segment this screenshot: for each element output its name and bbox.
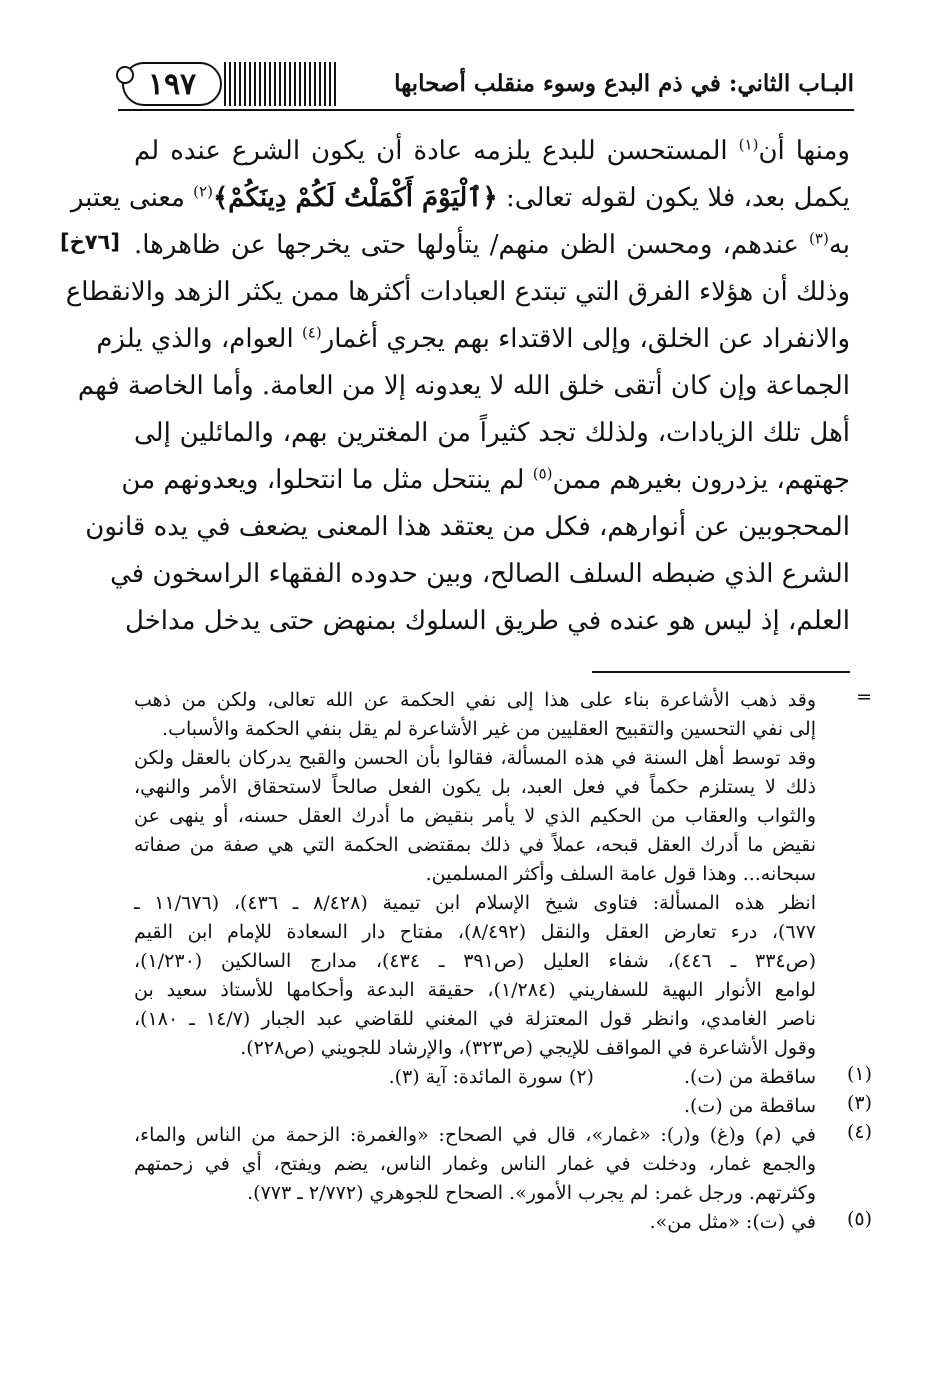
footnote-line: وقد ذهب الأشاعرة بناء على هذا إلى نفي الحكمة عن الله تعالى، ولكن من ذهب: [134, 689, 816, 711]
text-line: الجماعة وإن كان أتقى خلق الله لا يعدونه إلا من العامة. وأما الخاصة فهم: [77, 371, 850, 401]
footnote-number: (٣): [846, 1092, 872, 1114]
footnote-line: ذلك لا يستلزم حكماً في فعل العبد، بل يكون الفعل صالحاً لاستحقاق الأمر والنهي،: [134, 776, 816, 798]
running-title: البـاب الثاني: في ذم البدع وسوء منقلب أصحابها: [394, 70, 854, 97]
text-line: يكمل بعد، فلا يكون لقوله تعالى: ﴿ٱلْيَوْمَ أَكْمَلْتُ لَكُمْ دِينَكُمْ﴾$^{(٢)}$ معنى يعتبر: [70, 182, 850, 213]
footnote-3: [134, 1092, 872, 1121]
footnote-separator: [592, 671, 850, 673]
footnote-number: (٢): [568, 1066, 594, 1088]
footnote-line: ناصر الغامدي، وانظر قول المعتزلة في المغني للقاضي عبد الجبار (١٤/٧ ـ ١٨٠)،: [134, 1008, 816, 1030]
text-line: جهتهم، يزدرون بغيرهم ممن$^{(٥)}$ لم ينتحل مثل ما انتحلوا، ويعدونهم من: [121, 464, 850, 495]
text-line: الشرع الذي ضبطه السلف الصالح، وبين حدوده الفقهاء الراسخون في: [110, 559, 850, 589]
footnote-1-text: ساقطة من (ت).: [683, 1066, 816, 1088]
footnote-line: في (م) و(غ) و(ر): «غمار»، قال في الصحاح: «والغمرة: الزحمة من الناس والماء،: [134, 1124, 816, 1146]
footnote-line: ٦٧٧)، درء تعارض العقل والنقل (٨/٤٩٢)، مفتاح دار السعادة للإمام ابن القيم: [134, 921, 817, 943]
quran-verse: ﴿ٱلْيَوْمَ أَكْمَلْتُ لَكُمْ دِينَكُمْ﴾: [212, 183, 498, 213]
footnote-ref[interactable]: (١): [738, 135, 759, 154]
text-line: أهل تلك الزيادات، ولذلك تجد كثيراً من المغترين بهم، والمائلين إلى: [134, 418, 850, 448]
footnote-line: ساقطة من (ت).: [683, 1095, 816, 1117]
text-line: ومنها أن$^{(١)}$ المستحسن للبدع يلزمه عادة أن يكون الشرع عنده لم: [134, 135, 850, 166]
footnote-line: والجمع غمار، ودخلت في غمار الناس وغمار الناس، يضم ويفتح، أي في زحمتهم: [134, 1153, 816, 1175]
text-line: المحجوبين عن أنوارهم، فكل من يعتقد هذا المعنى يضعف في يده قانون: [85, 512, 850, 542]
footnote-number: (٤): [846, 1121, 872, 1143]
text-line: والانفراد عن الخلق، وإلى الاقتداء بهم يجري أغمار$^{(٤)}$ العوام، والذي يلزم: [96, 323, 850, 354]
footnote-line: وكثرتهم. ورجل غمر: لم يجرب الأمور». الصحاح للجوهري (٢/٧٧٢ ـ ٧٧٣).: [247, 1182, 816, 1204]
footnote-ref[interactable]: (٣): [809, 229, 829, 248]
footnote-line: (ص٣٣٤ ـ ٤٤٦)، شفاء العليل (ص٣٩١ ـ ٤٣٤)، مدارج السالكين (١/٢٣٠)،: [134, 950, 816, 972]
page-number: ١٩٧: [147, 66, 197, 102]
page-number-badge: [122, 62, 222, 106]
footnotes: [134, 686, 872, 1237]
footnote-number: (١): [846, 1063, 872, 1085]
text-line: العلم، إذ ليس هو عنده في طريق السلوك بمنهض حتى يدخل مداخل: [124, 606, 850, 636]
footnote-line: [134, 1063, 816, 1092]
footnote-line: والثواب والعقاب من الحكيم الذي لا يأمر بنقيض ما أدرك العقل حسنه، أو ينهى عن: [134, 805, 816, 827]
footnote-ref[interactable]: (٥): [532, 464, 553, 483]
footnote-line: نقيض ما أدرك العقل قبحه، عملاً في ذلك بمقتضى الحكمة التي هي صفة من صفاته: [134, 834, 816, 856]
footnote-2-text: سورة المائدة: آية (٣).: [388, 1066, 563, 1088]
footnote-2: [389, 1063, 594, 1092]
footnote-number: (٥): [846, 1208, 872, 1230]
footnote-line: انظر هذه المسألة: فتاوى شيخ الإسلام ابن تيمية (٨/٤٢٨ ـ ٤٣٦)، (١١/٦٧٦ ـ: [134, 892, 816, 914]
text-line: وذلك أن هؤلاء الفرق التي تبتدع العبادات أكثرها ممن يكثر الزهد والانقطاع: [65, 277, 850, 307]
footnote-line: سبحانه... وهذا قول عامة السلف وأكثر المسلمين.: [425, 863, 816, 885]
header-rule: [118, 109, 854, 111]
footnote-line: وقول الأشاعرة في المواقف للإيجي (ص٣٢٣)، والإرشاد للجويني (ص٢٢٨).: [240, 1037, 816, 1059]
continuation-mark: =: [856, 686, 872, 708]
footnote-line: وقد توسط أهل السنة في هذه المسألة، فقالوا بأن الحسن والقبح يدركان بالعقل ولكن: [134, 747, 816, 769]
footnote-line: إلى نفي التحسين والتقبيح العقليين من غير الأشاعرة لم يقل بنفي الحكمة والأسباب.: [162, 718, 816, 740]
manuscript-page-marker: [٧٦خ]: [60, 230, 120, 254]
footnote-ref[interactable]: (٤): [301, 323, 322, 342]
footnote-ref[interactable]: (٢): [193, 182, 213, 201]
header-ornament: [224, 62, 338, 106]
page-header: [118, 58, 854, 118]
footnote-continuation: [134, 686, 872, 1063]
footnote-1-2: [134, 1063, 872, 1092]
footnote-5: [134, 1208, 872, 1237]
footnote-4: [134, 1121, 872, 1208]
text-line: به$^{(٣)}$ عندهم، ومحسن الظن منهم/ يتأولها حتى يخرجها عن ظاهرها.: [134, 229, 850, 260]
footnote-line: لوامع الأنوار البهية للسفاريني (١/٢٨٤)، حقيقة البدعة وأحكامها للأستاذ سعيد بن: [134, 979, 817, 1001]
footnote-line: في (ت): «مثل من».: [649, 1211, 816, 1233]
